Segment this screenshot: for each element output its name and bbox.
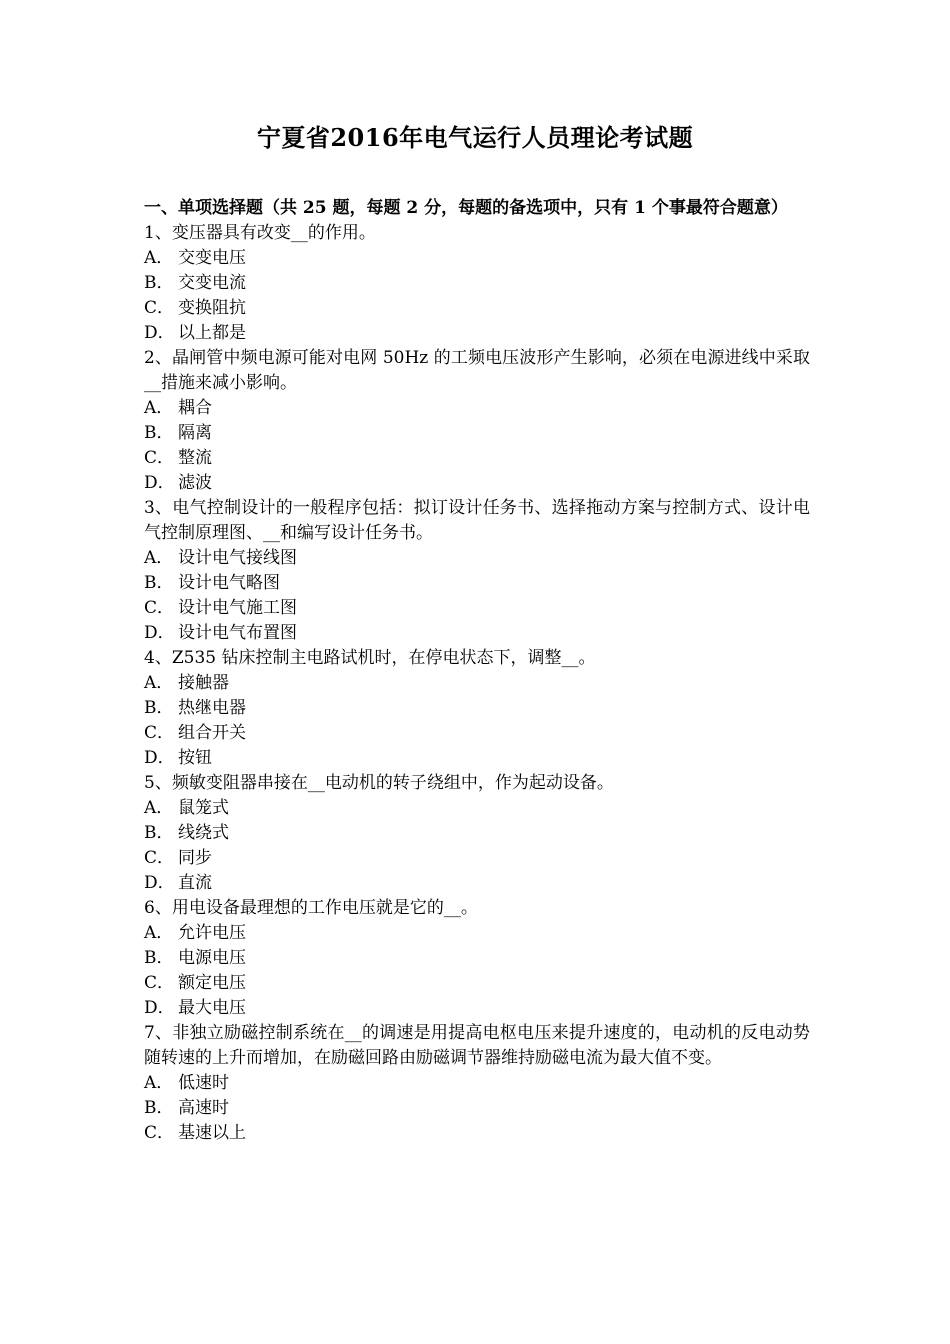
answer-option	[144, 846, 810, 871]
answer-option	[144, 271, 810, 296]
question-stem: 2、晶闸管中频电源可能对电网 50Hz 的工频电压波形产生影响，必须在电源进线中采取__措施来减小影响。	[144, 348, 810, 393]
option-letter: D．	[144, 473, 175, 493]
option-letter: C．	[144, 723, 175, 743]
option-letter: D．	[144, 623, 175, 643]
answer-option	[144, 1071, 810, 1096]
question-stem: 1、变压器具有改变__的作用。	[144, 223, 376, 243]
option-letter: C．	[144, 598, 175, 618]
option-text: 滤波	[178, 473, 212, 493]
answer-option	[144, 696, 810, 721]
option-letter: D．	[144, 748, 175, 768]
option-text: 额定电压	[178, 973, 246, 993]
option-text: 电源电压	[178, 948, 246, 968]
option-letter: A．	[144, 1073, 174, 1093]
option-text: 接触器	[178, 673, 229, 693]
answer-option	[144, 1121, 810, 1146]
answer-option	[144, 1096, 810, 1121]
question-block	[144, 771, 810, 896]
answer-option	[144, 471, 810, 496]
option-text: 设计电气施工图	[178, 598, 297, 618]
document-body	[144, 196, 810, 1146]
answer-option	[144, 721, 810, 746]
option-letter: B．	[144, 698, 174, 718]
answer-option	[144, 996, 810, 1021]
option-text: 基速以上	[178, 1123, 246, 1143]
option-letter: B．	[144, 823, 174, 843]
option-letter: D．	[144, 323, 175, 343]
answer-option	[144, 746, 810, 771]
option-letter: A．	[144, 548, 174, 568]
question-block	[144, 346, 810, 496]
question-block	[144, 496, 810, 646]
option-text: 鼠笼式	[178, 798, 229, 818]
option-text: 整流	[178, 448, 212, 468]
section-heading: 一、单项选择题（共 25 题，每题 2 分，每题的备选项中，只有 1 个事最符合题意）	[144, 198, 788, 218]
answer-option	[144, 921, 810, 946]
option-text: 设计电气略图	[178, 573, 280, 593]
answer-option	[144, 796, 810, 821]
option-text: 以上都是	[178, 323, 246, 343]
option-text: 热继电器	[178, 698, 246, 718]
option-letter: C．	[144, 1123, 175, 1143]
option-text: 耦合	[178, 398, 212, 418]
answer-option	[144, 621, 810, 646]
option-letter: B．	[144, 423, 174, 443]
question-stem: 7、非独立励磁控制系统在__的调速是用提高电枢电压来提升速度的，电动机的反电动势随转速的上升而增加，在励磁回路由励磁调节器维持励磁电流为最大值不变。	[144, 1023, 810, 1068]
question-stem: 5、频敏变阻器串接在__电动机的转子绕组中，作为起动设备。	[144, 773, 614, 793]
option-text: 设计电气接线图	[178, 548, 297, 568]
answer-option	[144, 571, 810, 596]
option-text: 允许电压	[178, 923, 246, 943]
answer-option	[144, 296, 810, 321]
option-letter: B．	[144, 1098, 174, 1118]
option-text: 低速时	[178, 1073, 229, 1093]
option-text: 按钮	[178, 748, 212, 768]
answer-option	[144, 546, 810, 571]
option-letter: D．	[144, 873, 175, 893]
option-letter: C．	[144, 973, 175, 993]
option-letter: C．	[144, 848, 175, 868]
option-letter: A．	[144, 673, 174, 693]
answer-option	[144, 596, 810, 621]
option-letter: A．	[144, 798, 174, 818]
option-letter: A．	[144, 248, 174, 268]
question-stem: 4、Z535 钻床控制主电路试机时，在停电状态下，调整__。	[144, 648, 596, 668]
answer-option	[144, 821, 810, 846]
question-block	[144, 221, 810, 346]
option-text: 交变电流	[178, 273, 246, 293]
answer-option	[144, 971, 810, 996]
question-stem: 6、用电设备最理想的工作电压就是它的__。	[144, 898, 478, 918]
option-letter: B．	[144, 573, 174, 593]
option-text: 隔离	[178, 423, 212, 443]
option-text: 直流	[178, 873, 212, 893]
option-text: 交变电压	[178, 248, 246, 268]
answer-option	[144, 321, 810, 346]
question-block	[144, 1021, 810, 1146]
option-text: 线绕式	[178, 823, 229, 843]
answer-option	[144, 396, 810, 421]
answer-option	[144, 946, 810, 971]
option-letter: B．	[144, 273, 174, 293]
option-letter: D．	[144, 998, 175, 1018]
answer-option	[144, 446, 810, 471]
option-text: 同步	[178, 848, 212, 868]
question-list	[144, 221, 810, 1146]
question-block	[144, 896, 810, 1021]
question-stem: 3、电气控制设计的一般程序包括：拟订设计任务书、选择拖动方案与控制方式、设计电气控制原理图、__和编写设计任务书。	[144, 498, 810, 543]
option-letter: B．	[144, 948, 174, 968]
answer-option	[144, 671, 810, 696]
question-block	[144, 646, 810, 771]
option-text: 高速时	[178, 1098, 229, 1118]
option-letter: A．	[144, 923, 174, 943]
answer-option	[144, 871, 810, 896]
option-text: 变换阻抗	[178, 298, 246, 318]
answer-option	[144, 421, 810, 446]
answer-option	[144, 246, 810, 271]
document-title: 宁夏省2016年电气运行人员理论考试题	[256, 123, 694, 152]
option-letter: C．	[144, 448, 175, 468]
option-letter: C．	[144, 298, 175, 318]
option-letter: A．	[144, 398, 174, 418]
option-text: 最大电压	[178, 998, 246, 1018]
option-text: 设计电气布置图	[178, 623, 297, 643]
option-text: 组合开关	[178, 723, 246, 743]
